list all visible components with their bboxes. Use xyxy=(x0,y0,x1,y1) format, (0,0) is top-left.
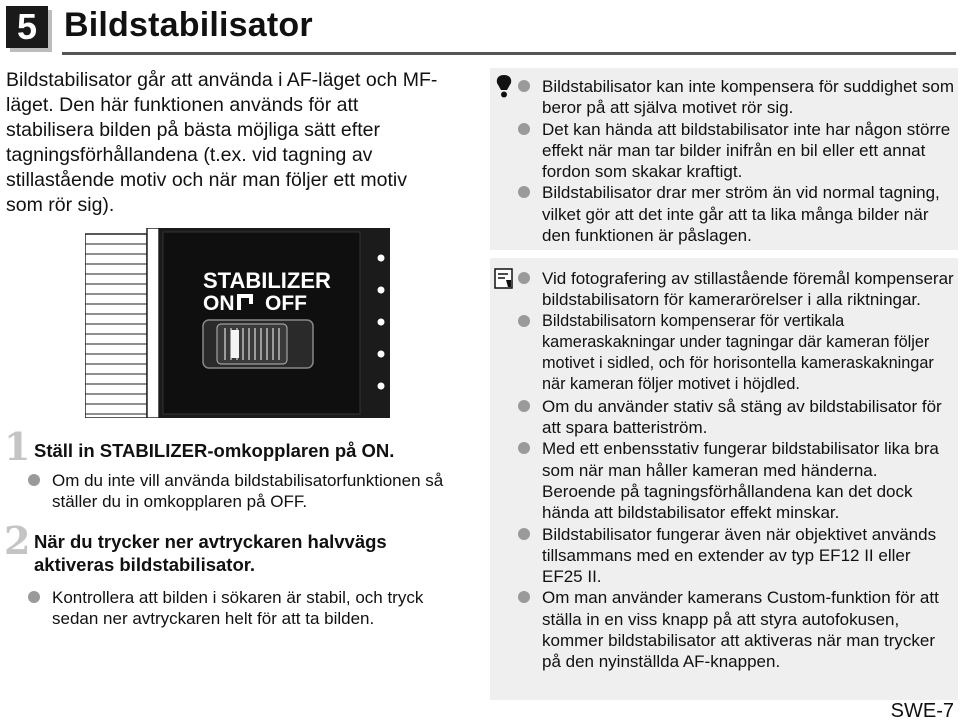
list-item: Kontrollera att bilden i sökaren är stabil, och tryck sedan ner avtryckaren helt för att ta bilden. xyxy=(28,587,468,629)
stabilizer-on-label: ON xyxy=(203,292,235,315)
list-item: Bildstabilisator drar mer ström än vid normal tagning, vilket gör att det inte går att ta lika många bilder när den funktionen är påslagen. xyxy=(518,182,954,246)
list-item: Bildstabilisator kan inte kompensera för suddighet som beror på att själva motivet rör sig. xyxy=(518,76,954,119)
bullet-dot xyxy=(518,80,530,92)
notes-panel xyxy=(490,258,958,700)
page-title: Bildstabilisator xyxy=(64,6,313,44)
bullet-dot xyxy=(28,591,40,603)
section-number-badge: 5 xyxy=(6,6,48,48)
bullet-dot xyxy=(28,474,40,486)
memo-icon xyxy=(494,268,514,290)
notes-list xyxy=(518,268,954,673)
bullet-dot xyxy=(518,123,530,135)
bullet-dot xyxy=(518,315,530,327)
bullet-dot xyxy=(518,400,530,412)
list-item: Bildstabilisator fungerar även när objektivet används tillsammans med en extender av typ EF12 II eller EF25 II. xyxy=(518,524,954,588)
bullet-dot xyxy=(518,272,530,284)
step-1-bullets xyxy=(28,470,468,512)
stabilizer-off-label: OFF xyxy=(265,292,307,315)
bullet-dot xyxy=(518,591,530,603)
list-item: Om du inte vill använda bildstabilisatorfunktionen så ställer du in omkopplaren på OFF. xyxy=(28,470,468,512)
lens-stabilizer-switch-image xyxy=(85,228,390,418)
caution-panel xyxy=(490,68,958,250)
step-title-1: Ställ in STABILIZER-omkopplaren på ON. xyxy=(34,440,395,461)
caution-list xyxy=(518,76,954,246)
page-number: SWE-7 xyxy=(890,700,954,722)
stabilizer-label: STABILIZER xyxy=(203,268,331,293)
list-item: Om du använder stativ så stäng av bildstabilisator för att spara batteriström. xyxy=(518,396,954,439)
step-number-2: 2 xyxy=(4,518,31,563)
step-number-1: 1 xyxy=(4,424,31,469)
list-item: Bildstabilisatorn kompenserar för vertikala kameraskakningar under tagningar där kameran följer motivet i sidled, och för horisontella kameraskakningar när kameran följer motivet i höjdled. xyxy=(518,311,954,396)
intro-paragraph: Bildstabilisator går att använda i AF-läget och MF-läget. Den här funktionen används för att stabilisera bilden på bästa möjliga sätt efter tagningsförhållandena (t.ex. vid tagning av stillastående motiv och när man följer ett motiv som rör sig). xyxy=(6,69,438,216)
bullet-dot xyxy=(518,186,530,198)
list-item: Om man använder kamerans Custom-funktion för att ställa in en viss knapp på att styra autofokusen, kommer bildstabilisator att aktiveras när man trycker på den nyinställda AF-knappen. xyxy=(518,587,954,672)
list-item: Det kan hända att bildstabilisator inte har någon större effekt när man tar bilder inifrån en bil eller ett annat fordon som skakar kraftigt. xyxy=(518,119,954,183)
exclamation-icon xyxy=(494,74,514,98)
bullet-dot xyxy=(518,528,530,540)
bullet-dot xyxy=(518,442,530,454)
title-divider xyxy=(62,52,956,55)
step-2-bullets xyxy=(28,587,468,629)
list-item: Vid fotografering av stillastående föremål kompenserar bildstabilisatorn för kamerarörelser i alla riktningar. xyxy=(518,268,954,311)
step-title-2: När du trycker ner avtryckaren halvvägs aktiveras bildstabilisator. xyxy=(34,531,387,575)
list-item: Med ett enbensstativ fungerar bildstabilisator lika bra som när man håller kameran med händerna. Beroende på tagningsförhållandena kan det dock hända att bildstabilisator effekt minskar. xyxy=(518,438,954,523)
